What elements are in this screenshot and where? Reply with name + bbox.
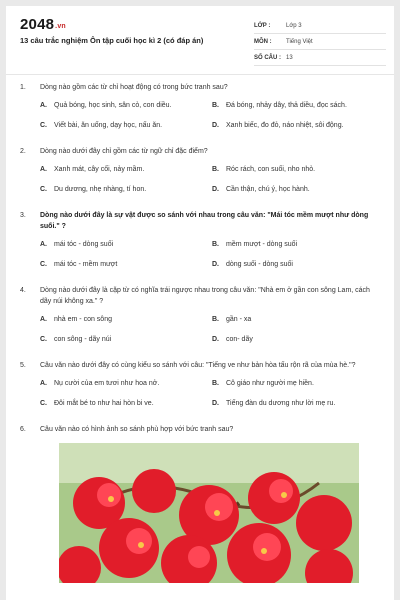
answer-option[interactable]: [212, 399, 384, 409]
answer-option[interactable]: [212, 240, 384, 250]
answer-option[interactable]: [40, 315, 212, 325]
question-number: 3.: [20, 212, 26, 219]
question-2: [6, 146, 394, 195]
answer-letter: A.: [40, 241, 47, 248]
answer-text: mái tóc - mềm mượt: [54, 261, 118, 268]
answer-option[interactable]: [40, 165, 212, 175]
answer-text: mềm mượt - dòng suối: [226, 241, 298, 248]
question-number: 1.: [20, 84, 26, 91]
answer-text: Xanh mát, cây cối, nảy mầm.: [54, 166, 145, 173]
answer-letter: B.: [212, 380, 219, 387]
answer-option[interactable]: [212, 185, 384, 195]
meta-value: Tiếng Việt: [286, 38, 313, 45]
answer-letter: A.: [40, 316, 47, 323]
answer-text: gần - xa: [226, 316, 252, 323]
question-text: Dòng nào dưới đây chỉ gồm các từ ngữ chỉ đặc điểm?: [40, 148, 208, 155]
answer-option[interactable]: [40, 185, 212, 195]
logo-text: 2048: [20, 16, 55, 33]
logo-suffix: .vn: [55, 23, 66, 30]
answer-text: Cần thận, chú ý, học hành.: [226, 186, 310, 193]
answer-letter: D.: [212, 336, 219, 343]
answer-letter: C.: [40, 336, 47, 343]
answer-text: Róc rách, con suối, nho nhỏ.: [226, 166, 316, 173]
worksheet-header: [6, 6, 394, 74]
answer-text: Cô giáo như người mẹ hiền.: [226, 380, 314, 387]
answer-text: con- dãy: [226, 336, 253, 343]
question-head: [20, 424, 380, 435]
answer-option[interactable]: [212, 121, 384, 131]
question-head: [20, 146, 380, 157]
question-6: [6, 424, 394, 583]
answer-options: [40, 240, 380, 270]
question-head: [20, 285, 380, 307]
site-logo[interactable]: [20, 16, 66, 33]
meta-label: SỐ CÂU :: [254, 54, 281, 61]
flower-photo-art: [59, 443, 359, 583]
meta-row-count: [254, 50, 386, 66]
answer-text: nhà em - con sông: [54, 316, 112, 323]
answer-option[interactable]: [40, 379, 212, 389]
question-4: [6, 285, 394, 345]
document-title: 13 câu trắc nghiệm Ôn tập cuối học kì 2 (có đáp án): [20, 36, 204, 45]
answer-letter: D.: [212, 122, 219, 129]
question-spacer: [6, 131, 394, 146]
answer-letter: B.: [212, 241, 219, 248]
question-list: [6, 82, 394, 583]
meta-label: LỚP :: [254, 22, 271, 29]
answer-text: Du dương, nhẹ nhàng, tí hon.: [54, 186, 147, 193]
answer-option[interactable]: [212, 101, 384, 111]
question-text: Dòng nào dưới đây là sự vật được so sánh với nhau trong câu văn: "Mái tóc mềm mượt như dòng suối." ?: [40, 212, 369, 230]
answer-option[interactable]: [40, 260, 212, 270]
question-number: 6.: [20, 426, 26, 433]
header-divider: [6, 74, 394, 75]
answer-option[interactable]: [40, 240, 212, 250]
answer-text: Đá bóng, nhảy dây, thả diều, đọc sách.: [226, 102, 347, 109]
answer-text: Viết bài, ăn uống, dạy học, nấu ăn.: [54, 122, 163, 129]
answer-text: dòng suối - dòng suối: [226, 261, 293, 268]
answer-option[interactable]: [212, 379, 384, 389]
question-1: [6, 82, 394, 131]
answer-options: [40, 379, 380, 409]
worksheet-page: [6, 6, 394, 600]
answer-option[interactable]: [212, 260, 384, 270]
question-spacer: [6, 345, 394, 360]
answer-option[interactable]: [212, 335, 384, 345]
answer-letter: B.: [212, 102, 219, 109]
answer-letter: A.: [40, 380, 47, 387]
answer-letter: B.: [212, 166, 219, 173]
answer-text: con sông - dãy núi: [54, 336, 112, 343]
answer-option[interactable]: [212, 315, 384, 325]
meta-value: Lớp 3: [286, 22, 302, 29]
answer-letter: D.: [212, 261, 219, 268]
answer-options: [40, 315, 380, 345]
answer-text: Đôi mắt bé to như hai hòn bi ve.: [54, 400, 154, 407]
meta-row-subject: [254, 34, 386, 50]
meta-value: 13: [286, 54, 293, 61]
answer-letter: A.: [40, 166, 47, 173]
question-number: 4.: [20, 287, 26, 294]
question-text: Dòng nào dưới đây là cặp từ có nghĩa trái ngược nhau trong câu văn: "Nhà em ở gần con sông Lam, cách dãy núi không xa." ?: [40, 287, 370, 305]
answer-option[interactable]: [40, 101, 212, 111]
question-text: Câu văn nào dưới đây có cùng kiểu so sánh với câu: "Tiếng ve như bản hòa tấu rộn rã của mùa hè."?: [40, 362, 356, 369]
answer-text: Nụ cười của em tươi như hoa nở.: [54, 380, 160, 387]
answer-letter: A.: [40, 102, 47, 109]
meta-row-class: [254, 18, 386, 34]
question-spacer: [6, 270, 394, 285]
answer-letter: C.: [40, 122, 47, 129]
answer-options: [40, 101, 380, 131]
answer-option[interactable]: [212, 165, 384, 175]
meta-label: MÔN :: [254, 38, 272, 45]
question-5: [6, 360, 394, 409]
answer-option[interactable]: [40, 335, 212, 345]
question-text: Dòng nào gồm các từ chỉ hoạt động có trong bức tranh sau?: [40, 84, 228, 91]
question-head: [20, 82, 380, 93]
answer-letter: B.: [212, 316, 219, 323]
question-spacer: [6, 409, 394, 424]
question-number: 5.: [20, 362, 26, 369]
answer-letter: C.: [40, 186, 47, 193]
answer-letter: C.: [40, 400, 47, 407]
question-number: 2.: [20, 148, 26, 155]
answer-text: Tiếng đàn du dương như lời mẹ ru.: [226, 400, 336, 407]
answer-letter: D.: [212, 186, 219, 193]
answer-options: [40, 165, 380, 195]
answer-letter: D.: [212, 400, 219, 407]
answer-text: Xanh biếc, đo đỏ, náo nhiệt, sôi động.: [226, 122, 344, 129]
answer-letter: C.: [40, 261, 47, 268]
meta-table: [254, 18, 386, 66]
question-head: [20, 210, 380, 232]
question-spacer: [6, 195, 394, 210]
question-head: [20, 360, 380, 371]
answer-option[interactable]: [40, 121, 212, 131]
answer-text: Quả bóng, học sinh, sân cỏ, con diều.: [54, 102, 172, 109]
answer-text: mái tóc - dòng suối: [54, 241, 114, 248]
question-text: Câu văn nào có hình ảnh so sánh phù hợp với bức tranh sau?: [40, 426, 234, 433]
flower-photo: [59, 443, 359, 583]
answer-option[interactable]: [40, 399, 212, 409]
question-3: [6, 210, 394, 270]
